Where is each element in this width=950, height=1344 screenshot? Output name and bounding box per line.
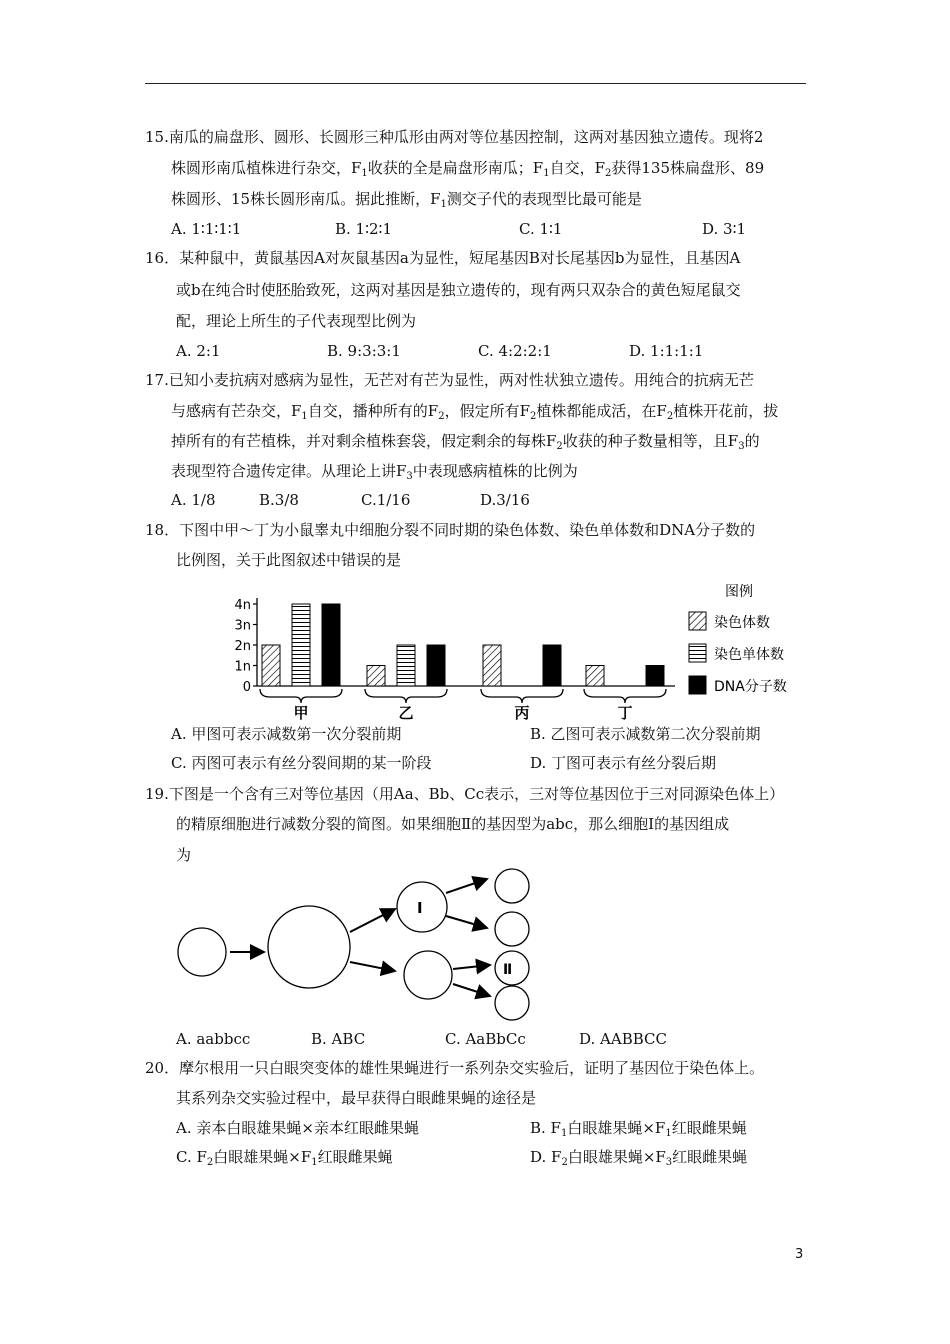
q19-option-d: D. AABBCC [579,1030,667,1048]
cell-I-label: Ⅰ [417,899,423,917]
q16-line1: 16．某种鼠中，黄鼠基因A对灰鼠基因a为显性，短尾基因B对长尾基因b为显性，且基因A [145,249,741,267]
category-label: 甲 [293,704,309,720]
chromosome-bar-chart [220,578,820,720]
legend-label: 染色单体数 [714,647,784,663]
bar-2 [292,604,310,686]
q16-option-c: C. 4:2:2:1 [478,342,552,360]
arrow-6 [453,965,490,969]
q15-line1: 15.南瓜的扁盘形、圆形、长圆形三种瓜形由两对等位基因控制，这两对基因独立遗传。现将2 [145,128,764,146]
legend-title: 图例 [725,584,753,600]
y-tick-label: 0 [242,680,251,695]
y-tick-label: 4n [234,598,251,613]
cell-II-label: Ⅱ [503,962,513,978]
legend-swatch [689,612,706,630]
q20-line2: 其系列杂交实验过程中，最早获得白眼雌果蝇的途径是 [176,1089,537,1107]
spermatid-4 [495,986,529,1020]
q16-option-d: D. 1:1:1:1 [629,342,704,360]
spermatid-2 [495,912,529,946]
legend-swatch [689,676,706,694]
chart-legend [689,584,787,695]
q19-option-b: B. ABC [311,1030,366,1048]
category-label: 乙 [398,704,414,720]
q15-option-c: C. 1∶1 [519,220,563,238]
y-tick-label: 1n [234,659,251,675]
q16-line3: 配，理论上所生的子代表现型比例为 [176,312,417,330]
spermatogonium-cell [178,928,226,976]
q15-option-a: A. 1∶1∶1∶1 [171,220,242,238]
bar-2 [397,645,415,686]
q16-line2: 或b在纯合时使胚胎致死，这两对基因是独立遗传的，现有两只双杂合的黄色短尾鼠交 [176,281,741,299]
q17-option-d: D.3/16 [480,491,530,509]
chart-category-labels [260,689,666,720]
q18-line1: 18．下图中甲～丁为小鼠睾丸中细胞分裂不同时期的染色体数、染色单体数和DNA分子数的 [145,521,756,539]
q15-line3: 株圆形、15株长圆形南瓜。据此推断，$F_1$测交子代的表现型比最可能是 [171,190,642,210]
q17-line2: 与感病有芒杂交，$F_1$自交，播种所有的$F_2$，假定所有$F_2$植株都能成活，在$F_2$植株开花前，拔 [171,402,779,422]
q20-option-b: B. $F_1$白眼雄果蝇$\times F_1$红眼雌果蝇 [530,1119,747,1139]
q19-option-c: C. AaBbCc [445,1030,526,1048]
category-label: 丙 [514,704,530,720]
q18-option-b: B. 乙图可表示减数第二次分裂前期 [530,725,761,743]
q20-option-c: C. $F_2$白眼雄果蝇$\times F_1$红眼雌果蝇 [176,1148,393,1168]
bar-1 [483,645,501,686]
category-label: 丁 [617,704,633,720]
y-tick-label: 2n [234,639,251,654]
meiosis-diagram [170,866,550,1026]
q17-option-b: B.3/8 [259,491,299,509]
bar-1 [367,666,385,687]
q16-option-a: A. 2:1 [176,342,221,360]
arrow-3 [350,962,395,971]
page-number: 3 [795,1247,804,1262]
category-brace [584,689,666,703]
q15-line2: 株圆形南瓜植株进行杂交，$F_1$收获的全是扁盘形南瓜；$F_1$自交，$F_2$获得135株扁盘形、89 [171,159,765,179]
q18-option-a: A. 甲图可表示减数第一次分裂前期 [171,725,402,743]
q15-option-d: D. 3∶1 [702,220,747,238]
q17-line1: 17.已知小麦抗病对感病为显性，无芒对有芒为显性，两对性状独立遗传。用纯合的抗病无芒 [145,371,754,389]
q17-option-c: C.1/16 [361,491,411,509]
category-brace [481,689,563,703]
bar-3 [322,604,340,686]
bar-1 [262,645,280,686]
bar-1 [586,666,604,687]
secondary-cell-lower [404,951,452,999]
chart-bars [262,604,664,686]
category-brace [365,689,447,703]
q18-line2: 比例图，关于此图叙述中错误的是 [176,551,402,569]
primary-spermatocyte-cell [268,906,350,988]
legend-label: DNA分子数 [714,679,787,695]
q20-option-a: A. 亲本白眼雄果蝇×亲本红眼雌果蝇 [176,1119,419,1137]
q17-line3: 掉所有的有芒植株，并对剩余植株套袋，假定剩余的每株$F_2$收获的种子数量相等，且$F_3$的 [171,432,760,452]
q19-line3: 为 [176,846,192,864]
arrow-7 [453,984,490,996]
q15-option-b: B. 1∶2∶1 [335,220,392,238]
q18-option-c: C. 丙图可表示有丝分裂间期的某一阶段 [171,754,432,772]
legend-label: 染色体数 [714,615,770,631]
q19-option-a: A. aabbcc [176,1030,251,1048]
q20-line1: 20．摩尔根用一只白眼突变体的雄性果蝇进行一系列杂交实验后，证明了基因位于染色体上。 [145,1059,765,1077]
arrow-4 [446,879,487,893]
bar-3 [543,645,561,686]
q19-line2: 的精原细胞进行减数分裂的简图。如果细胞Ⅱ的基因型为abc，那么细胞Ⅰ的基因组成 [176,815,730,833]
category-brace [260,689,342,703]
q17-line4: 表现型符合遗传定律。从理论上讲$F_3$中表现感病植株的比例为 [171,462,578,482]
legend-swatch [689,644,706,662]
arrow-5 [446,916,487,928]
bar-3 [427,645,445,686]
q17-option-a: A. 1/8 [171,491,216,509]
q20-option-d: D. $F_2$白眼雄果蝇$\times F_3$红眼雌果蝇 [530,1148,748,1168]
y-tick-label: 3n [234,618,251,634]
arrow-2 [350,909,395,932]
header-rule [145,83,806,84]
q19-line1: 19.下图是一个含有三对等位基因（用Aa、Bb、Cc表示，三对等位基因位于三对同源染色体上） [145,785,785,803]
q16-option-b: B. 9:3:3:1 [327,342,401,360]
q18-option-d: D. 丁图可表示有丝分裂后期 [530,754,717,772]
spermatid-1 [495,869,529,903]
bar-3 [646,666,664,687]
